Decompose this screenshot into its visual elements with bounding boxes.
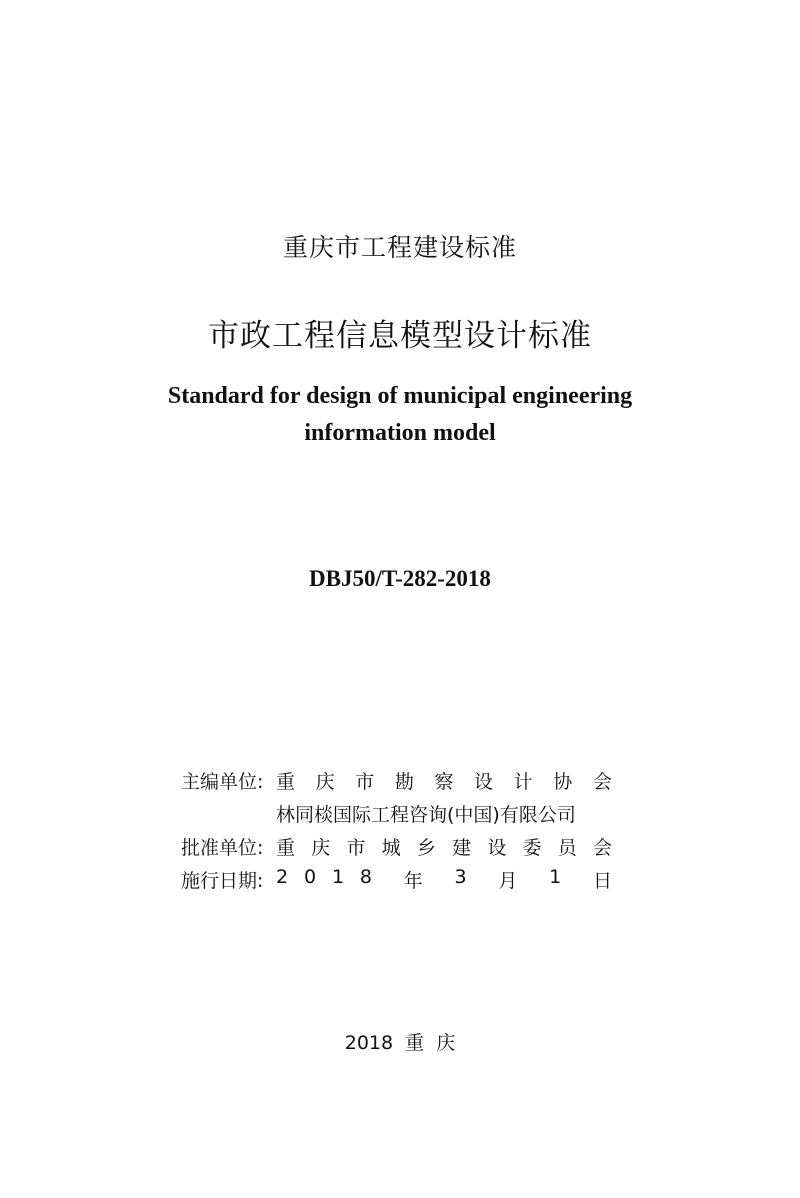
char: 重: [276, 771, 296, 793]
effective-date-label: 施行日期:: [181, 870, 264, 892]
char: 2: [276, 866, 289, 888]
char: 勘: [394, 771, 414, 793]
char: 计: [513, 771, 533, 793]
char: 员: [557, 837, 577, 859]
char: 设: [474, 771, 494, 793]
char: 庆: [315, 771, 335, 793]
char: 年: [403, 870, 423, 892]
effective-date-row: [181, 863, 621, 896]
chief-editor-row-2: [181, 797, 621, 830]
char: 市: [355, 771, 375, 793]
char: 3: [454, 866, 467, 888]
char: 委: [522, 837, 542, 859]
char: 庆: [311, 837, 331, 859]
chief-editor-unit-1: [276, 767, 612, 794]
chief-editor-row: [181, 764, 621, 797]
char: 1: [331, 866, 345, 888]
char: 1: [549, 866, 562, 888]
approver-label: 批准单位:: [181, 837, 264, 859]
document-title: 市政工程信息模型设计标准: [208, 318, 592, 354]
standard-code: DBJ50/T-282-2018: [309, 566, 491, 591]
char: 城: [381, 837, 401, 859]
approver-unit: [276, 833, 612, 860]
char: 协: [553, 771, 573, 793]
char: 月: [498, 870, 518, 892]
series-title: 重庆市工程建设标准: [282, 233, 517, 262]
char: 0: [303, 866, 317, 888]
chief-editor-unit-2: 林同棪国际工程咨询(中国)有限公司: [276, 804, 576, 826]
english-title-line-1: Standard for design of municipal engineering: [167, 383, 633, 409]
char: 会: [592, 771, 612, 793]
approver-row: [181, 830, 621, 863]
chief-editor-label: 主编单位:: [181, 771, 264, 793]
char: 市: [346, 837, 366, 859]
char: 8: [359, 866, 372, 888]
footer-year-place: 2018 重 庆: [344, 1032, 456, 1054]
char: 日: [592, 870, 612, 892]
char: 设: [487, 837, 507, 859]
english-title: [0, 378, 800, 452]
char: 察: [434, 771, 454, 793]
publication-info: [181, 764, 621, 896]
effective-date: [276, 866, 612, 893]
char: 重: [276, 837, 296, 859]
char: 建: [452, 837, 472, 859]
english-title-line-2: information model: [304, 420, 496, 446]
char: 会: [592, 837, 612, 859]
char: 乡: [416, 837, 436, 859]
